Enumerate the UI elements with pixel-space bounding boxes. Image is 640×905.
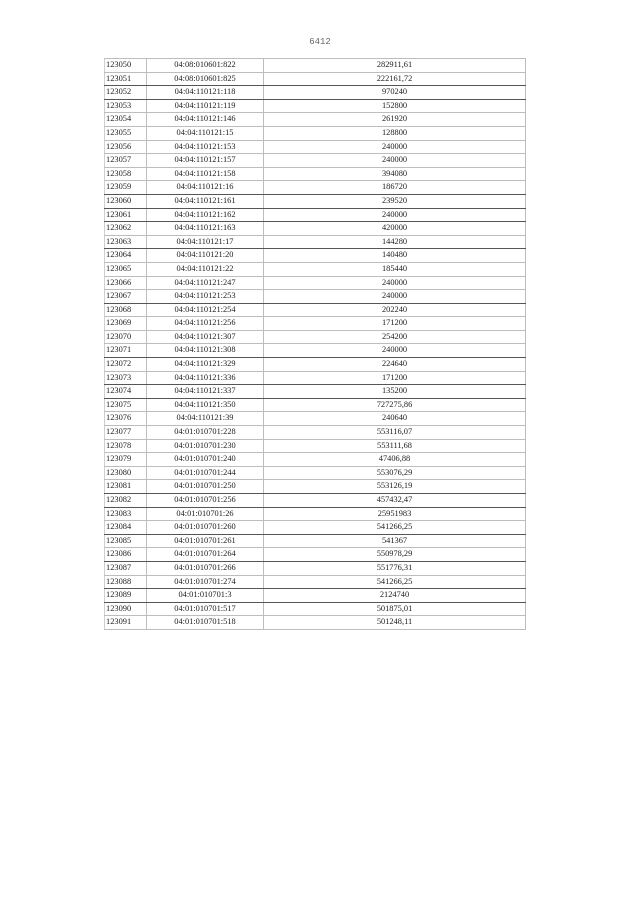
table-row xyxy=(105,521,526,535)
row-code-cell: 04:04:110121:119 xyxy=(147,99,264,113)
table-row xyxy=(105,358,526,372)
row-value-cell: 171200 xyxy=(264,371,526,385)
row-code-cell: 04:01:010701:240 xyxy=(147,453,264,467)
row-value-cell: 551776,31 xyxy=(264,561,526,575)
table-row xyxy=(105,194,526,208)
row-id-cell: 123087 xyxy=(105,561,147,575)
row-value-cell: 144280 xyxy=(264,235,526,249)
row-code-cell: 04:01:010701:264 xyxy=(147,548,264,562)
row-code-cell: 04:04:110121:15 xyxy=(147,126,264,140)
row-id-cell: 123079 xyxy=(105,453,147,467)
row-code-cell: 04:01:010701:274 xyxy=(147,575,264,589)
row-code-cell: 04:04:110121:254 xyxy=(147,303,264,317)
row-id-cell: 123060 xyxy=(105,194,147,208)
row-id-cell: 123051 xyxy=(105,72,147,86)
row-id-cell: 123054 xyxy=(105,113,147,127)
row-value-cell: 501248,11 xyxy=(264,616,526,630)
row-id-cell: 123058 xyxy=(105,167,147,181)
row-value-cell: 550978,29 xyxy=(264,548,526,562)
row-value-cell: 553076,29 xyxy=(264,466,526,480)
row-id-cell: 123072 xyxy=(105,358,147,372)
table-row xyxy=(105,494,526,508)
row-code-cell: 04:04:110121:337 xyxy=(147,385,264,399)
row-value-cell: 47406,88 xyxy=(264,453,526,467)
page-number: 6412 xyxy=(309,37,331,47)
table-row xyxy=(105,385,526,399)
table-row xyxy=(105,398,526,412)
row-code-cell: 04:04:110121:118 xyxy=(147,86,264,100)
table-row xyxy=(105,249,526,263)
row-value-cell: 2124740 xyxy=(264,589,526,603)
row-code-cell: 04:04:110121:20 xyxy=(147,249,264,263)
row-value-cell: 394080 xyxy=(264,167,526,181)
table-row xyxy=(105,235,526,249)
table-row xyxy=(105,208,526,222)
row-code-cell: 04:04:110121:256 xyxy=(147,317,264,331)
table-row xyxy=(105,276,526,290)
row-value-cell: 240000 xyxy=(264,290,526,304)
table-row xyxy=(105,412,526,426)
row-code-cell: 04:01:010701:228 xyxy=(147,426,264,440)
row-code-cell: 04:01:010701:518 xyxy=(147,616,264,630)
row-id-cell: 123090 xyxy=(105,602,147,616)
row-value-cell: 202240 xyxy=(264,303,526,317)
row-code-cell: 04:01:010701:261 xyxy=(147,534,264,548)
row-value-cell: 970240 xyxy=(264,86,526,100)
table-row xyxy=(105,344,526,358)
table-row xyxy=(105,181,526,195)
row-value-cell: 239520 xyxy=(264,194,526,208)
row-id-cell: 123074 xyxy=(105,385,147,399)
row-code-cell: 04:01:010701:26 xyxy=(147,507,264,521)
row-value-cell: 261920 xyxy=(264,113,526,127)
row-value-cell: 553116,07 xyxy=(264,426,526,440)
row-value-cell: 240000 xyxy=(264,208,526,222)
row-code-cell: 04:04:110121:253 xyxy=(147,290,264,304)
table-row xyxy=(105,330,526,344)
row-id-cell: 123088 xyxy=(105,575,147,589)
table-row xyxy=(105,371,526,385)
table-row xyxy=(105,167,526,181)
table-row xyxy=(105,616,526,630)
table-row xyxy=(105,602,526,616)
table-row xyxy=(105,86,526,100)
row-code-cell: 04:04:110121:158 xyxy=(147,167,264,181)
row-id-cell: 123056 xyxy=(105,140,147,154)
row-id-cell: 123068 xyxy=(105,303,147,317)
table-row xyxy=(105,575,526,589)
table-row xyxy=(105,113,526,127)
row-value-cell: 185440 xyxy=(264,262,526,276)
row-id-cell: 123065 xyxy=(105,262,147,276)
table-row xyxy=(105,534,526,548)
row-id-cell: 123055 xyxy=(105,126,147,140)
row-code-cell: 04:01:010701:230 xyxy=(147,439,264,453)
row-value-cell: 553126,19 xyxy=(264,480,526,494)
row-id-cell: 123066 xyxy=(105,276,147,290)
table-row xyxy=(105,99,526,113)
row-code-cell: 04:08:010601:822 xyxy=(147,59,264,73)
row-code-cell: 04:08:010601:825 xyxy=(147,72,264,86)
table-row xyxy=(105,561,526,575)
row-value-cell: 224640 xyxy=(264,358,526,372)
row-value-cell: 240000 xyxy=(264,154,526,168)
row-value-cell: 240000 xyxy=(264,344,526,358)
row-code-cell: 04:01:010701:266 xyxy=(147,561,264,575)
row-id-cell: 123067 xyxy=(105,290,147,304)
row-code-cell: 04:04:110121:157 xyxy=(147,154,264,168)
row-id-cell: 123080 xyxy=(105,466,147,480)
table-row xyxy=(105,466,526,480)
row-id-cell: 123064 xyxy=(105,249,147,263)
table-row xyxy=(105,303,526,317)
row-id-cell: 123059 xyxy=(105,181,147,195)
row-value-cell: 240640 xyxy=(264,412,526,426)
row-code-cell: 04:01:010701:3 xyxy=(147,589,264,603)
row-value-cell: 240000 xyxy=(264,140,526,154)
table-row xyxy=(105,317,526,331)
row-id-cell: 123062 xyxy=(105,222,147,236)
row-id-cell: 123085 xyxy=(105,534,147,548)
row-value-cell: 553111,68 xyxy=(264,439,526,453)
row-code-cell: 04:04:110121:162 xyxy=(147,208,264,222)
row-value-cell: 25951983 xyxy=(264,507,526,521)
row-code-cell: 04:01:010701:256 xyxy=(147,494,264,508)
table-row xyxy=(105,439,526,453)
row-id-cell: 123078 xyxy=(105,439,147,453)
table-row xyxy=(105,480,526,494)
row-code-cell: 04:01:010701:517 xyxy=(147,602,264,616)
row-value-cell: 128800 xyxy=(264,126,526,140)
row-id-cell: 123053 xyxy=(105,99,147,113)
row-code-cell: 04:04:110121:336 xyxy=(147,371,264,385)
row-id-cell: 123070 xyxy=(105,330,147,344)
row-code-cell: 04:04:110121:16 xyxy=(147,181,264,195)
row-id-cell: 123083 xyxy=(105,507,147,521)
row-id-cell: 123076 xyxy=(105,412,147,426)
table-row xyxy=(105,290,526,304)
table-row xyxy=(105,507,526,521)
table-row xyxy=(105,262,526,276)
row-value-cell: 222161,72 xyxy=(264,72,526,86)
row-code-cell: 04:01:010701:250 xyxy=(147,480,264,494)
row-id-cell: 123063 xyxy=(105,235,147,249)
row-value-cell: 457432,47 xyxy=(264,494,526,508)
table-row xyxy=(105,222,526,236)
row-id-cell: 123052 xyxy=(105,86,147,100)
row-value-cell: 541266,25 xyxy=(264,521,526,535)
row-value-cell: 240000 xyxy=(264,276,526,290)
row-code-cell: 04:04:110121:163 xyxy=(147,222,264,236)
row-value-cell: 420000 xyxy=(264,222,526,236)
table-row xyxy=(105,154,526,168)
table-row xyxy=(105,126,526,140)
row-value-cell: 186720 xyxy=(264,181,526,195)
table-row xyxy=(105,426,526,440)
row-code-cell: 04:04:110121:22 xyxy=(147,262,264,276)
row-value-cell: 541266,25 xyxy=(264,575,526,589)
row-code-cell: 04:04:110121:161 xyxy=(147,194,264,208)
table-row xyxy=(105,59,526,73)
row-id-cell: 123061 xyxy=(105,208,147,222)
row-id-cell: 123084 xyxy=(105,521,147,535)
row-value-cell: 541367 xyxy=(264,534,526,548)
row-value-cell: 501875,01 xyxy=(264,602,526,616)
row-code-cell: 04:04:110121:350 xyxy=(147,398,264,412)
row-id-cell: 123050 xyxy=(105,59,147,73)
row-value-cell: 282911,61 xyxy=(264,59,526,73)
row-code-cell: 04:04:110121:308 xyxy=(147,344,264,358)
row-value-cell: 140480 xyxy=(264,249,526,263)
row-code-cell: 04:04:110121:247 xyxy=(147,276,264,290)
row-id-cell: 123082 xyxy=(105,494,147,508)
row-code-cell: 04:01:010701:260 xyxy=(147,521,264,535)
row-id-cell: 123089 xyxy=(105,589,147,603)
row-id-cell: 123086 xyxy=(105,548,147,562)
row-code-cell: 04:04:110121:329 xyxy=(147,358,264,372)
table-row xyxy=(105,140,526,154)
row-code-cell: 04:04:110121:146 xyxy=(147,113,264,127)
row-id-cell: 123057 xyxy=(105,154,147,168)
row-id-cell: 123081 xyxy=(105,480,147,494)
table-row xyxy=(105,72,526,86)
row-id-cell: 123075 xyxy=(105,398,147,412)
row-value-cell: 727275,86 xyxy=(264,398,526,412)
row-id-cell: 123091 xyxy=(105,616,147,630)
row-code-cell: 04:04:110121:17 xyxy=(147,235,264,249)
row-id-cell: 123073 xyxy=(105,371,147,385)
row-code-cell: 04:04:110121:153 xyxy=(147,140,264,154)
row-code-cell: 04:04:110121:39 xyxy=(147,412,264,426)
row-id-cell: 123069 xyxy=(105,317,147,331)
table-row xyxy=(105,548,526,562)
row-code-cell: 04:01:010701:244 xyxy=(147,466,264,480)
row-value-cell: 171200 xyxy=(264,317,526,331)
row-value-cell: 135200 xyxy=(264,385,526,399)
row-id-cell: 123071 xyxy=(105,344,147,358)
row-code-cell: 04:04:110121:307 xyxy=(147,330,264,344)
row-value-cell: 254200 xyxy=(264,330,526,344)
row-id-cell: 123077 xyxy=(105,426,147,440)
table-row xyxy=(105,589,526,603)
table-row xyxy=(105,453,526,467)
row-value-cell: 152800 xyxy=(264,99,526,113)
registry-table xyxy=(104,58,526,630)
registry-table-body xyxy=(105,59,526,630)
